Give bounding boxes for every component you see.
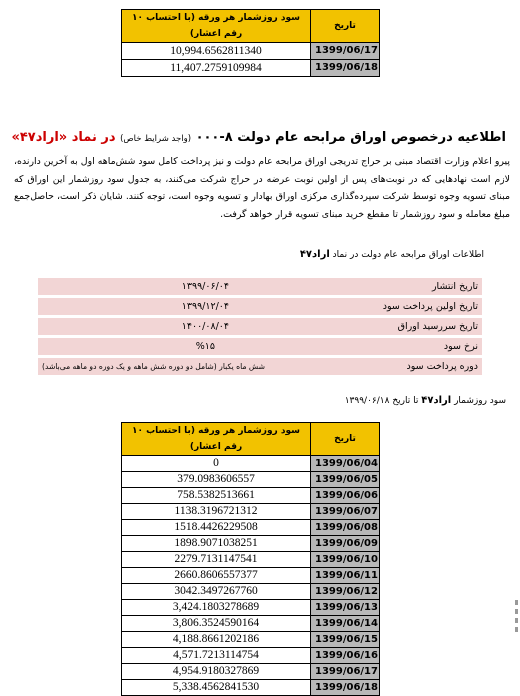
profit-value: 3042.3497267760 (122, 584, 311, 600)
info-label: نرخ سود (373, 338, 482, 355)
info-row (38, 358, 482, 375)
info-value: ۱۳۹۹/۰۶/۰۴ (38, 278, 373, 295)
info-label: تاریخ سررسید اوراق (373, 318, 482, 335)
table-row (122, 43, 380, 60)
date-cell: 1399/06/16 (311, 648, 380, 664)
table-row (122, 536, 380, 552)
info-label: تاریخ انتشار (373, 278, 482, 295)
title-subtitle: (واجد شرایط خاص) (120, 134, 192, 144)
date-cell: 1399/06/10 (311, 552, 380, 568)
profit-value: 1138.3196721312 (122, 504, 311, 520)
table-row (122, 520, 380, 536)
profit-value: 1898.9071038251 (122, 536, 311, 552)
heading-suffix: تا تاریخ ۱۳۹۹/۰۶/۱۸ (344, 396, 419, 406)
info-value: ۱۳۹۹/۱۲/۰۴ (38, 298, 373, 315)
value-column-header: سود روزشمار هر ورقه (با احتساب ۱۰ رقم اعشار) (122, 423, 311, 456)
daily-profit-rows (122, 456, 380, 696)
heading-prefix: سود روزشمار (454, 396, 506, 406)
info-row (38, 278, 482, 295)
table-row (122, 60, 380, 77)
profit-value: 379.0983606557 (122, 472, 311, 488)
date-cell: 1399/06/12 (311, 584, 380, 600)
info-label: تاریخ اولین پرداخت سود (373, 298, 482, 315)
value-column-header: سود روزشمار هر ورقه (با احتساب ۱۰ رقم اعشار) (122, 10, 311, 43)
table-row (122, 504, 380, 520)
info-heading-text: اطلاعات اوراق مرابحه عام دولت در نماد (332, 250, 484, 260)
daily-profit-heading (345, 395, 506, 406)
table-header-row (122, 423, 380, 456)
date-cell: 1399/06/14 (311, 616, 380, 632)
table-row (122, 664, 380, 680)
info-row (38, 318, 482, 335)
table-row (122, 600, 380, 616)
info-value: ۱۴۰۰/۰۸/۰۴ (38, 318, 373, 335)
edge-marks (515, 600, 518, 640)
info-value: %۱۵ (38, 338, 373, 355)
table-row (122, 632, 380, 648)
table-row (122, 456, 380, 472)
info-heading-symbol: اراد۴۷ (299, 249, 330, 260)
top-profit-table (121, 9, 380, 77)
profit-value: 4,188.8661202186 (122, 632, 311, 648)
profit-value: 2279.7131147541 (122, 552, 311, 568)
date-cell: 1399/06/09 (311, 536, 380, 552)
profit-value: 4,571.7213114754 (122, 648, 311, 664)
profit-value: 11,407.2759109984 (122, 60, 311, 77)
table-row (122, 584, 380, 600)
announcement-title (11, 130, 506, 145)
bond-info-table (38, 275, 482, 378)
date-column-header: تاریخ (311, 10, 380, 43)
profit-value: 3,424.1803278689 (122, 600, 311, 616)
info-heading (300, 249, 484, 260)
date-cell: 1399/06/08 (311, 520, 380, 536)
date-column-header: تاریخ (311, 423, 380, 456)
daily-profit-table (121, 422, 380, 696)
info-row (38, 338, 482, 355)
date-cell: 1399/06/17 (311, 43, 380, 60)
profit-value: 10,994.6562811340 (122, 43, 311, 60)
announcement-paragraph: پیرو اعلام وزارت اقتصاد مبنی بر حراج تدریجی اوراق مرابحه عام دولت و نیز پرداخت کامل سود شش‌ماهه اول به آخرین دارنده، لازم است نهادهایی که در نوبت‌های پس از اولین نوبت عرضه در حراج شرکت می‌کنند، به جدول سود روزشمار این اوراق که مبنای تسویه وجوه توسط شرکت سپرده‌گذاری مرکزی اوراق بهادار و تسویه وجوه است، توجه کنند. شایان ذکر است، حاصل‌جمع مبلغ معامله و سود روزشمار تا مقطع خرید مبنای تسویه قرار خواهد گرفت. (14, 156, 510, 220)
date-cell: 1399/06/13 (311, 600, 380, 616)
table-row (122, 648, 380, 664)
date-cell: 1399/06/07 (311, 504, 380, 520)
heading-symbol: اراد۴۷ (421, 395, 452, 406)
table-row (122, 488, 380, 504)
table-header-row (122, 10, 380, 43)
date-cell: 1399/06/04 (311, 456, 380, 472)
profit-value: 4,954.9180327869 (122, 664, 311, 680)
table-row (122, 680, 380, 696)
profit-value: 5,338.4562841530 (122, 680, 311, 696)
info-label: دوره پرداخت سود (373, 358, 482, 375)
title-main: اطلاعیه درخصوص اوراق مرابحه عام دولت ۸-۰۰۰ (195, 130, 506, 145)
table-row (122, 552, 380, 568)
table-row (122, 472, 380, 488)
info-value: شش ماه یکبار (شامل دو دوره شش ماهه و یک دوره دو ماهه می‌باشد) (38, 358, 373, 375)
date-cell: 1399/06/05 (311, 472, 380, 488)
date-cell: 1399/06/15 (311, 632, 380, 648)
profit-value: 3,806.3524590164 (122, 616, 311, 632)
date-cell: 1399/06/17 (311, 664, 380, 680)
profit-value: 1518.4426229508 (122, 520, 311, 536)
date-cell: 1399/06/06 (311, 488, 380, 504)
table-row (122, 568, 380, 584)
info-row (38, 298, 482, 315)
date-cell: 1399/06/11 (311, 568, 380, 584)
profit-value: 2660.8606557377 (122, 568, 311, 584)
date-cell: 1399/06/18 (311, 60, 380, 77)
profit-value: 0 (122, 456, 311, 472)
profit-value: 758.5382513661 (122, 488, 311, 504)
table-row (122, 616, 380, 632)
title-symbol: در نماد «اراد۴۷» (11, 130, 116, 145)
date-cell: 1399/06/18 (311, 680, 380, 696)
